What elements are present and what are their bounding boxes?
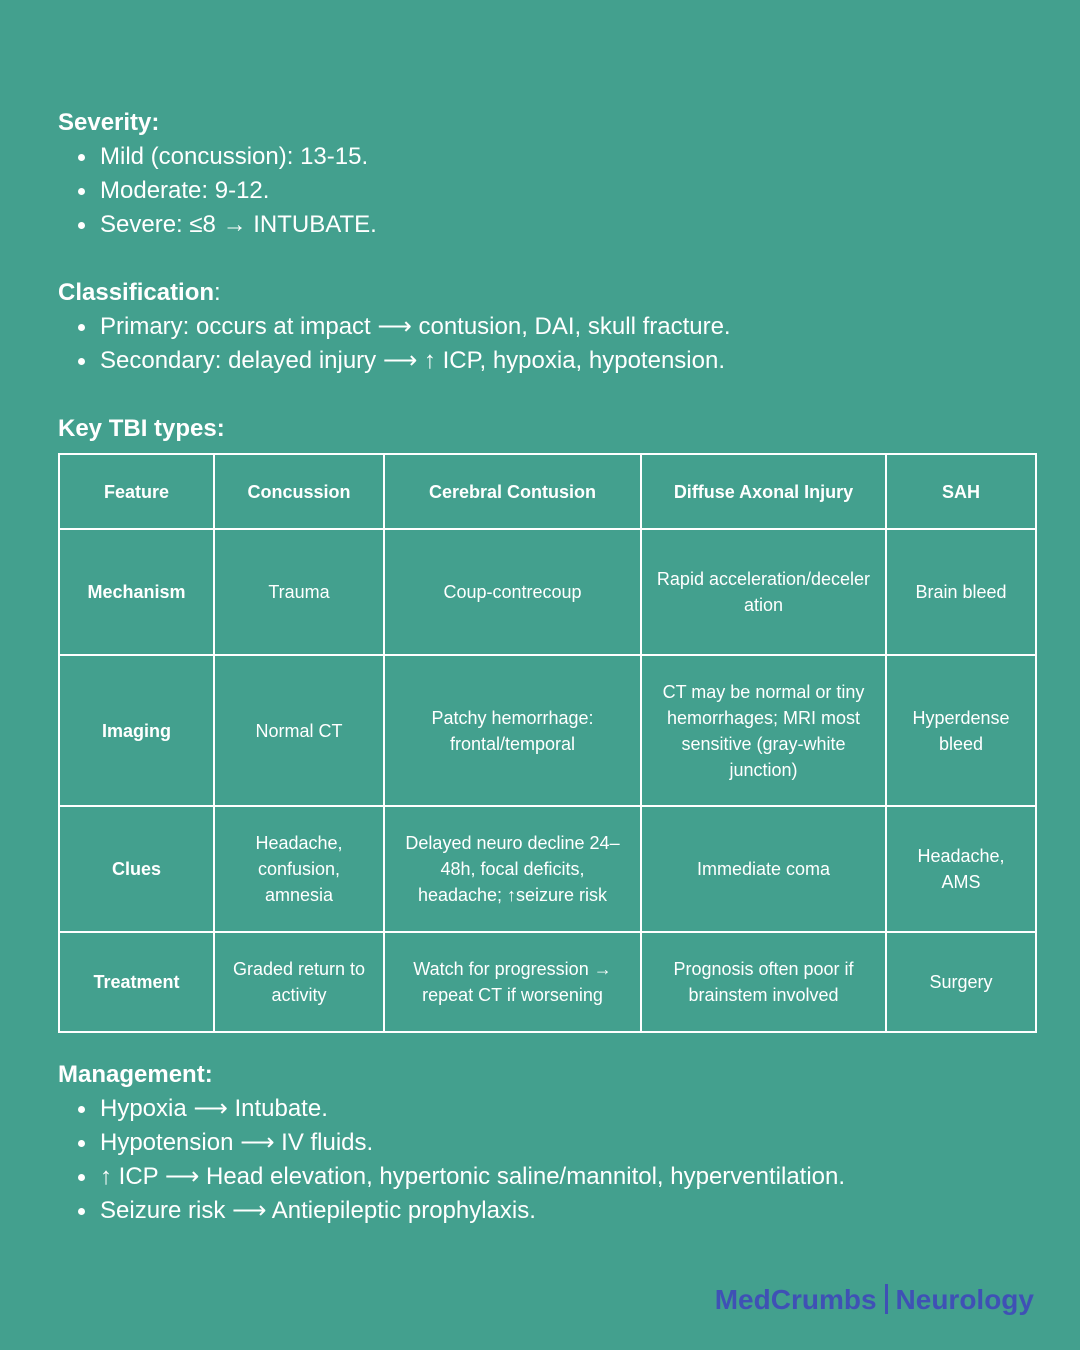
table-cell: Headache, confusion, amnesia <box>214 806 384 932</box>
row-header-imaging: Imaging <box>59 655 214 806</box>
management-item-seizure: Seizure risk ⟶ Antiepileptic prophylaxis. <box>58 1194 1034 1228</box>
table-cell: Watch for progression → repeat CT if worsening <box>384 932 641 1032</box>
severity-item-mild: Mild (concussion): 13-15. <box>58 140 1034 174</box>
severity-list <box>58 140 1034 242</box>
column-header-cerebral-contusion: Cerebral Contusion <box>384 454 641 529</box>
brand-name: MedCrumbs <box>714 1284 877 1315</box>
classification-section <box>58 276 1034 378</box>
table-cell: Graded return to activity <box>214 932 384 1032</box>
row-header-treatment: Treatment <box>59 932 214 1032</box>
management-item-hypotension: Hypotension ⟶ IV fluids. <box>58 1126 1034 1160</box>
table-cell: Trauma <box>214 529 384 655</box>
management-item-icp: ↑ ICP ⟶ Head elevation, hypertonic saline/mannitol, hyperventilation. <box>58 1160 1034 1194</box>
classification-heading-text: Classification <box>58 279 215 306</box>
table-cell: Patchy hemorrhage: frontal/temporal <box>384 655 641 806</box>
table-cell: Headache, AMS <box>886 806 1036 932</box>
tbi-types-table <box>58 453 1037 1033</box>
tbi-types-heading: Key TBI types: <box>58 415 225 442</box>
management-item-hypoxia: Hypoxia ⟶ Intubate. <box>58 1092 1034 1126</box>
table-header-row <box>59 454 1036 529</box>
management-list <box>58 1092 1034 1228</box>
table-cell: Surgery <box>886 932 1036 1032</box>
table-cell: CT may be normal or tiny hemorrhages; MRI most sensitive (gray-white junction) <box>641 655 886 806</box>
column-header-feature: Feature <box>59 454 214 529</box>
table-row-treatment <box>59 932 1036 1032</box>
severity-item-severe: Severe: ≤8 → INTUBATE. <box>58 208 1034 242</box>
management-section <box>58 1058 1034 1228</box>
management-heading: Management: <box>58 1061 213 1088</box>
brand-topic: Neurology <box>895 1284 1034 1315</box>
classification-heading-colon: : <box>214 279 221 306</box>
table-cell: Delayed neuro decline 24–48h, focal deficits, headache; ↑seizure risk <box>384 806 641 932</box>
classification-item-secondary: Secondary: delayed injury ⟶ ↑ ICP, hypoxia, hypotension. <box>58 344 1034 378</box>
severity-section <box>58 106 1034 242</box>
brand-footer <box>715 1282 1034 1318</box>
table-row-mechanism <box>59 529 1036 655</box>
column-header-sah: SAH <box>886 454 1036 529</box>
table-row-imaging <box>59 655 1036 806</box>
table-cell: Prognosis often poor if brainstem involved <box>641 932 886 1032</box>
table-cell: Immediate coma <box>641 806 886 932</box>
row-header-clues: Clues <box>59 806 214 932</box>
column-header-concussion: Concussion <box>214 454 384 529</box>
tbi-types-section <box>58 412 1034 446</box>
table-cell: Coup-contrecoup <box>384 529 641 655</box>
classification-heading <box>58 276 1034 310</box>
brand-separator <box>885 1284 888 1314</box>
classification-list <box>58 310 1034 378</box>
severity-item-moderate: Moderate: 9-12. <box>58 174 1034 208</box>
table-cell: Normal CT <box>214 655 384 806</box>
severity-heading: Severity: <box>58 109 160 136</box>
table-cell: Rapid acceleration/deceleration <box>641 529 886 655</box>
table-cell: Hyperdense bleed <box>886 655 1036 806</box>
table-cell: Brain bleed <box>886 529 1036 655</box>
column-header-diffuse-axonal-injury: Diffuse Axonal Injury <box>641 454 886 529</box>
row-header-mechanism: Mechanism <box>59 529 214 655</box>
classification-item-primary: Primary: occurs at impact ⟶ contusion, DAI, skull fracture. <box>58 310 1034 344</box>
table-row-clues <box>59 806 1036 932</box>
